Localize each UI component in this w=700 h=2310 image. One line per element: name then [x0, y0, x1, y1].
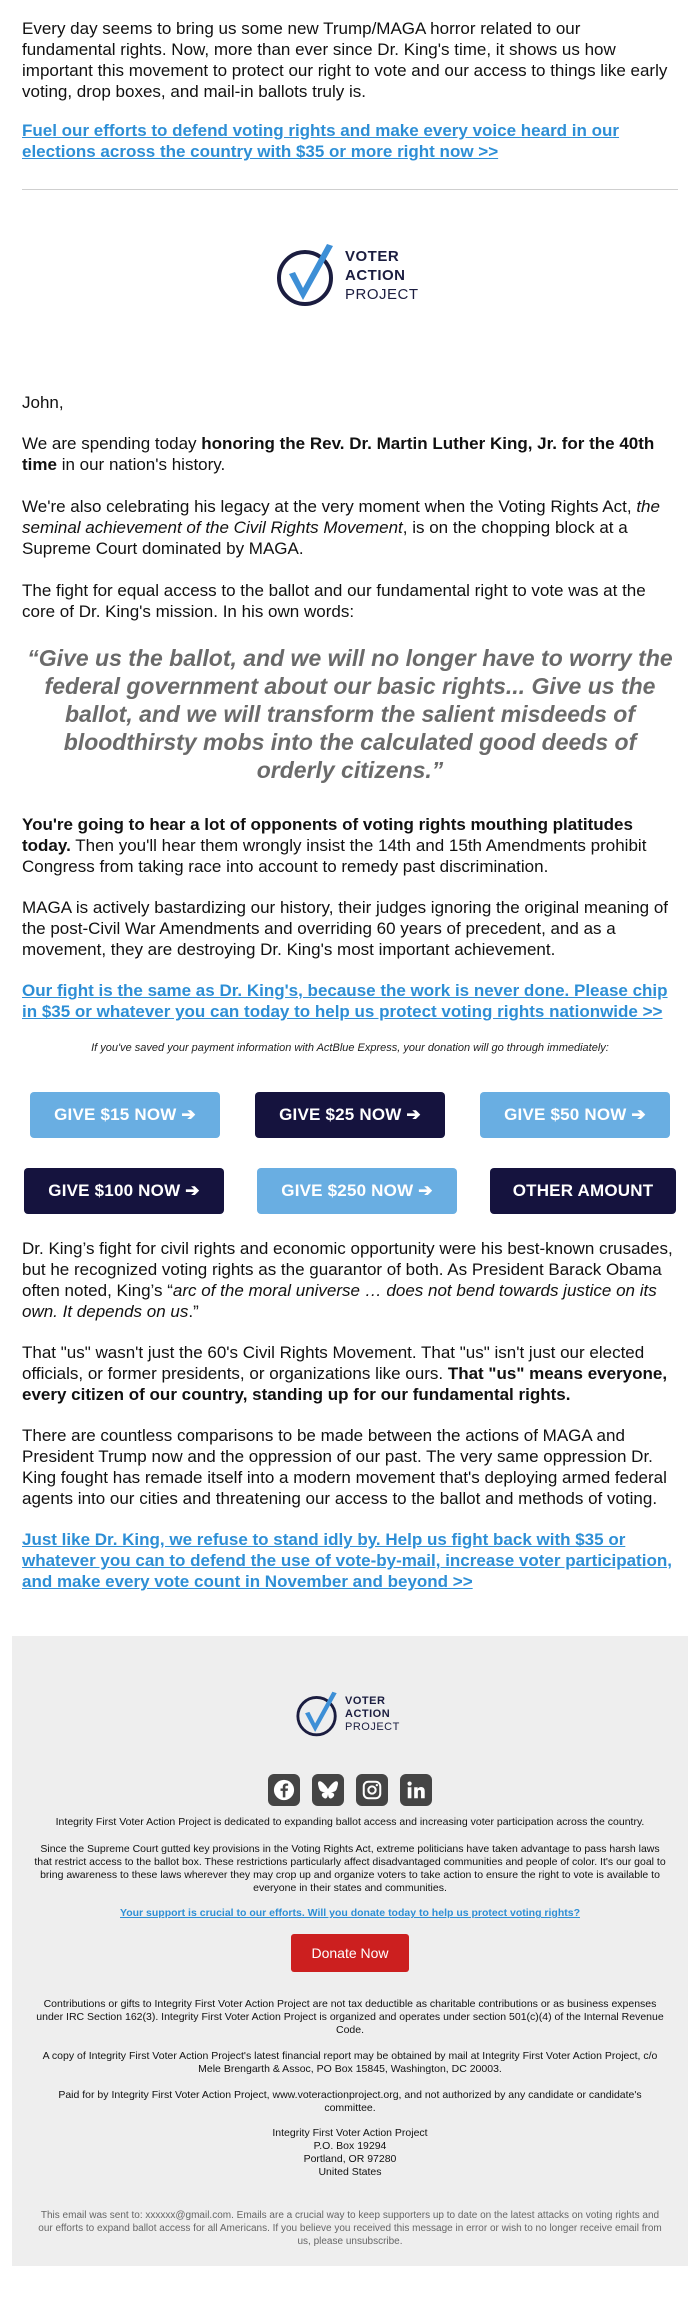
footer-support-link[interactable]: Your support is crucial to our efforts. Will you donate today to help us protect voting rights?	[120, 1907, 580, 1919]
king-quote: “Give us the ballot, and we will no longer have to worry the federal government about our basic rights... Give us the ballot, and we will transform the salient misdeeds of bloodthirsty mobs into the calculated good deeds of orderly citizens.”	[27, 645, 673, 783]
logo-line-voter: VOTER	[345, 247, 400, 265]
p1-bold: honoring the Rev. Dr. Martin Luther King, Jr. for the 40th time	[22, 434, 655, 474]
paragraph-honoring	[22, 433, 678, 475]
footer-mission: Integrity First Voter Action Project is dedicated to expanding ballot access and increasing voter participation across the country.	[55, 1816, 645, 1828]
social-icons	[12, 1774, 688, 1806]
paragraph-opponents	[22, 814, 678, 877]
greeting: John,	[22, 393, 64, 412]
p2-post: , is on the chopping block at a Supreme Court dominated by MAGA.	[22, 518, 628, 558]
footer-report: A copy of Integrity First Voter Action Project's latest financial report may be obtained by mail at Integrity First Voter Action Project, c/o Mele Brengarth & Assoc, PO Box 15845, Washington, DC 20003.	[42, 2050, 658, 2075]
facebook-icon[interactable]	[268, 1774, 300, 1806]
footer-logo-line-voter: VOTER	[345, 1694, 386, 1707]
link-paragraph-fight-back[interactable]	[22, 1529, 678, 1592]
footer-since: Since the Supreme Court gutted key provisions in the Voting Rights Act, extreme politicians have taken advantage to pass harsh laws that restrict access to the ballot box. These restrictions particularly affect disadvantaged communities and people of color. It's our goal to bring awareness to these laws wherever they may crop up and organize voters to take action to ensure the right to vote is available to everyone in their states and communities.	[34, 1843, 666, 1894]
p2-pre: We're also celebrating his legacy at the very moment when the Voting Rights Act,	[22, 497, 637, 516]
logo-line-action: ACTION	[345, 266, 406, 284]
p6-italic: arc of the moral universe … does not bend towards justice on its own. It depends on us	[22, 1281, 657, 1321]
intro-paragraph: Every day seems to bring us some new Trump/MAGA horror related to our fundamental rights. Now, more than ever since Dr. King's time, it shows us how important this movement to protect our right to vote and our access to things like early voting, drop boxes, and mail-in ballots truly is.	[22, 19, 668, 101]
actblue-note: If you've saved your payment information with ActBlue Express, your donation will go through immediately:	[91, 1042, 609, 1054]
logo-line-project: PROJECT	[345, 285, 419, 303]
footer-support-paragraph[interactable]	[12, 1907, 688, 1920]
address-line-2: P.O. Box 19294	[313, 2140, 387, 2152]
paragraph-vra	[22, 496, 678, 559]
footer-logo-line-action: ACTION	[345, 1707, 391, 1720]
paragraph-comparisons: There are countless comparisons to be made between the actions of MAGA and President Trump now and the oppression of our past. The very same oppression Dr. King fought has remade itself into a modern movement that's deploying armed federal agents into our cities and threatening our access to the ballot and methods of voting.	[22, 1426, 667, 1508]
p7-pre: That "us" wasn't just the 60's Civil Rights Movement. That "us" isn't just our elected officials, or former presidents, or organizations like ours.	[22, 1343, 645, 1383]
footer-paid-for: Paid for by Integrity First Voter Action Project, www.voteractionproject.org, and not authorized by any candidate or candidate's committee.	[58, 2089, 642, 2114]
linkedin-icon[interactable]	[400, 1774, 432, 1806]
footer-logo-line-project: PROJECT	[345, 1720, 400, 1733]
p6-pre: Dr. King’s fight for civil rights and economic opportunity were his best-known crusades, but he recognized voting rights as the guarantor of both. As President Barack Obama often noted, King’s “	[22, 1239, 673, 1300]
logo-wordmark	[345, 247, 419, 304]
paragraph-us	[22, 1342, 678, 1405]
give-50-button[interactable]: GIVE $50 NOW ➔	[480, 1092, 670, 1138]
give-15-button[interactable]: GIVE $15 NOW ➔	[30, 1092, 220, 1138]
p7-bold: That "us" means everyone, every citizen of our country, standing up for our fundamental rights.	[22, 1364, 668, 1404]
other-amount-button[interactable]: OTHER AMOUNT	[490, 1168, 676, 1214]
p1-pre: We are spending today	[22, 434, 202, 453]
paragraph-core-mission: The fight for equal access to the ballot and our fundamental right to vote was at the core of Dr. King's mission. In his own words:	[22, 581, 646, 621]
paragraph-arc	[22, 1238, 678, 1322]
fight-back-link[interactable]: Just like Dr. King, we refuse to stand idly by. Help us fight back with $35 or whatever you can to defend the use of vote-by-mail, increase voter participation, and make every vote count in November and beyond >>	[22, 1530, 672, 1591]
checkmark-logo-icon	[275, 240, 339, 310]
voter-action-project-logo	[275, 230, 425, 320]
footer-contrib: Contributions or gifts to Integrity First Voter Action Project are not tax deductible as charitable contributions or as business expenses under IRC Section 162(3). Integrity First Voter Action Project is organized and operates under section 501(c)(4) of the Internal Revenue Code.	[36, 1998, 664, 2036]
donate-now-button[interactable]: Donate Now	[291, 1934, 409, 1972]
paragraph-maga: MAGA is actively bastardizing our history, their judges ignoring the original meaning of the post-Civil War Amendments and overriding 60 years of precedent, and as a movement, they are destroying Dr. King's most important achievement.	[22, 898, 669, 959]
p6-post: .”	[188, 1302, 199, 1321]
donation-buttons-row-1	[22, 1092, 678, 1138]
instagram-icon[interactable]	[356, 1774, 388, 1806]
p4-bold: You're going to hear a lot of opponents of voting rights mouthing platitudes today.	[22, 815, 633, 855]
intro-donate-link[interactable]: Fuel our efforts to defend voting rights and make every voice heard in our elections across the country with $35 or more right now >>	[22, 121, 620, 161]
address-line-4: United States	[318, 2166, 382, 2178]
link-paragraph-chip-in[interactable]	[22, 980, 678, 1022]
donation-buttons-row-2	[22, 1168, 678, 1214]
footer-sent-notice: This email was sent to: xxxxxx@gmail.com. Emails are a crucial way to keep supporters up to date on the latest attacks on voting rights and our efforts to expand ballot access for all Americans. If you believe you received this message in error or wish to no longer receive email from us, please unsubscribe.	[38, 2210, 662, 2247]
footer-checkmark-logo-icon	[295, 1688, 341, 1740]
p4-post: Then you'll hear them wrongly insist the 14th and 15th Amendments prohibit Congress from taking race into account to remedy past discrimination.	[22, 836, 647, 876]
p2-italic: the seminal achievement of the Civil Rights Movement	[22, 497, 660, 537]
footer-address	[12, 2127, 688, 2179]
bluesky-icon[interactable]	[312, 1774, 344, 1806]
address-line-1: Integrity First Voter Action Project	[272, 2127, 428, 2139]
divider	[22, 189, 678, 190]
footer-logo-wordmark	[345, 1695, 400, 1734]
address-line-3: Portland, OR 97280	[303, 2153, 397, 2165]
intro-link[interactable]	[22, 120, 678, 162]
p1-post: in our nation's history.	[56, 455, 226, 474]
give-25-button[interactable]: GIVE $25 NOW ➔	[255, 1092, 445, 1138]
give-100-button[interactable]: GIVE $100 NOW ➔	[24, 1168, 224, 1214]
give-250-button[interactable]: GIVE $250 NOW ➔	[257, 1168, 457, 1214]
chip-in-link[interactable]: Our fight is the same as Dr. King's, because the work is never done. Please chip in $35 or whatever you can today to help us protect voting rights nationwide >>	[22, 981, 668, 1021]
footer	[12, 1636, 688, 2266]
footer-logo	[295, 1684, 405, 1744]
